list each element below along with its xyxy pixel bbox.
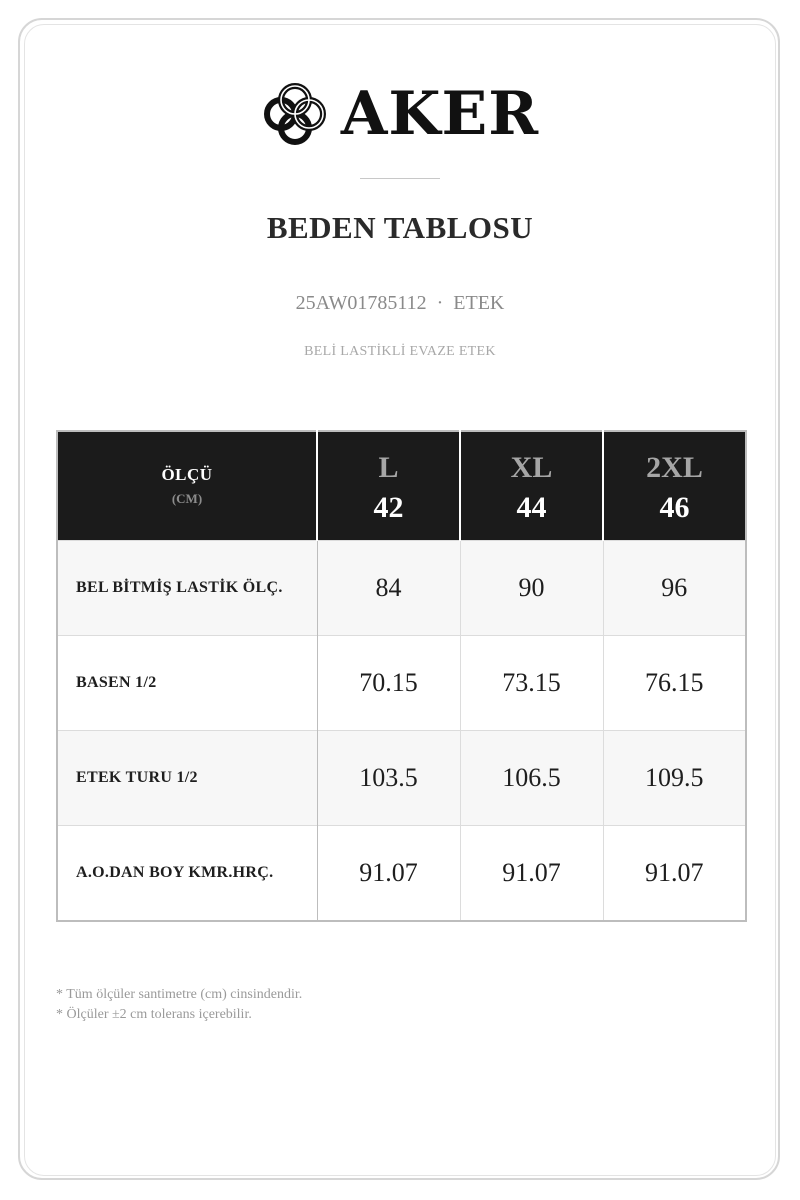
size-number: 46 bbox=[659, 491, 690, 524]
product-code: 25AW01785112 bbox=[295, 292, 427, 314]
table-cell: 76.15 bbox=[603, 636, 746, 731]
size-header-l bbox=[317, 431, 460, 541]
table-cell: 91.07 bbox=[460, 826, 603, 922]
footnote-tolerance: * Ölçüler ±2 cm tolerans içerebilir. bbox=[56, 1007, 252, 1022]
row-label: BEL BİTMİŞ LASTİK ÖLÇ. bbox=[57, 541, 317, 636]
table-row bbox=[57, 826, 746, 922]
size-header-xl bbox=[460, 431, 603, 541]
table-cell: 90 bbox=[460, 541, 603, 636]
product-category: ETEK bbox=[453, 292, 505, 314]
row-label: ETEK TURU 1/2 bbox=[57, 731, 317, 826]
table-cell: 96 bbox=[603, 541, 746, 636]
title-divider bbox=[360, 178, 440, 179]
size-number: 42 bbox=[373, 491, 404, 524]
footnote-units: * Tüm ölçüler santimetre (cm) cinsindendir. bbox=[56, 987, 303, 1002]
brand-name: AKER bbox=[340, 79, 540, 149]
product-subtitle bbox=[0, 292, 800, 315]
table-row bbox=[57, 541, 746, 636]
size-name: L bbox=[378, 451, 399, 484]
subtitle-separator: · bbox=[436, 292, 444, 314]
size-header-2xl bbox=[603, 431, 746, 541]
table-header-row bbox=[57, 431, 746, 541]
size-name: 2XL bbox=[646, 451, 703, 484]
table-cell: 84 bbox=[317, 541, 460, 636]
table-cell: 91.07 bbox=[603, 826, 746, 922]
table-cell: 103.5 bbox=[317, 731, 460, 826]
product-description: BELİ LASTİKLİ EVAZE ETEK bbox=[304, 344, 496, 359]
table-cell: 70.15 bbox=[317, 636, 460, 731]
table-cell: 91.07 bbox=[317, 826, 460, 922]
measurement-header-label: ÖLÇÜ bbox=[161, 465, 213, 484]
row-label: A.O.DAN BOY KMR.HRÇ. bbox=[57, 826, 317, 922]
measurement-header-unit: (CM) bbox=[171, 491, 203, 506]
brand-logo bbox=[0, 78, 800, 150]
table-row bbox=[57, 731, 746, 826]
footnotes bbox=[56, 985, 746, 1025]
table-cell: 109.5 bbox=[603, 731, 746, 826]
knot-icon bbox=[261, 80, 329, 148]
size-name: XL bbox=[510, 451, 553, 484]
size-number: 44 bbox=[516, 491, 547, 524]
measurement-header bbox=[57, 431, 317, 541]
table-row bbox=[57, 636, 746, 731]
page-title: BEDEN TABLOSU bbox=[266, 210, 534, 245]
row-label: BASEN 1/2 bbox=[57, 636, 317, 731]
size-table bbox=[56, 430, 747, 922]
table-cell: 106.5 bbox=[460, 731, 603, 826]
table-cell: 73.15 bbox=[460, 636, 603, 731]
